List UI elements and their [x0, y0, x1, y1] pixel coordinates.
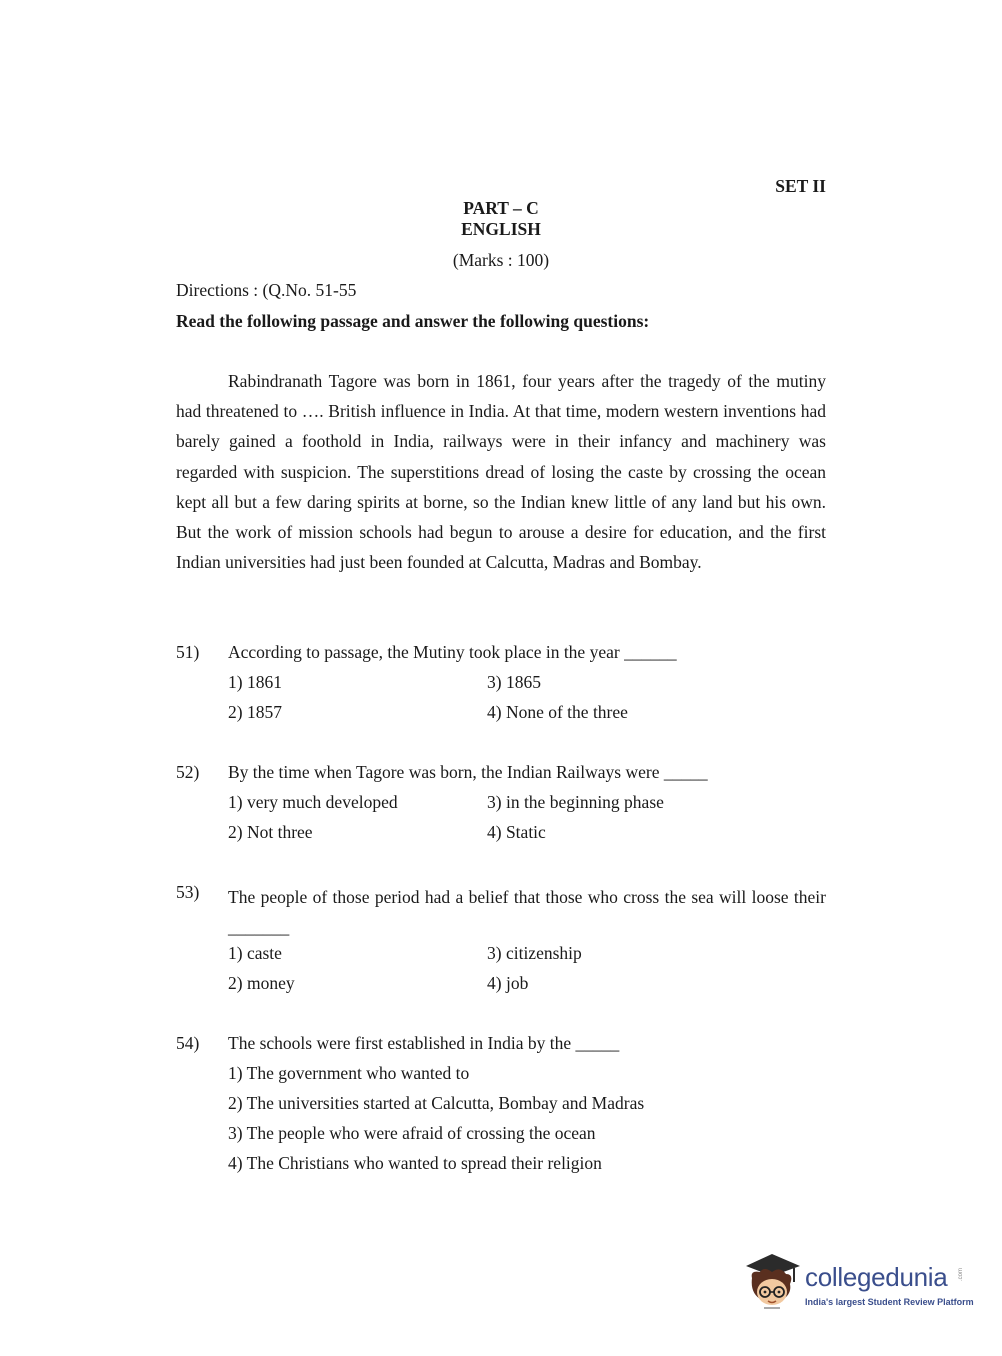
- option: 1) 1861: [228, 672, 282, 692]
- marks-label: (Marks : 100): [452, 250, 550, 270]
- option: 2) The universities started at Calcutta, Bombay and Madras: [228, 1093, 645, 1113]
- question-number: 52): [176, 762, 200, 782]
- set-label: SET II: [775, 176, 826, 196]
- option: 1) The government who wanted to: [228, 1063, 470, 1083]
- question-number: 53): [176, 882, 200, 902]
- option: 1) caste: [228, 943, 282, 963]
- option: 1) very much developed: [228, 792, 398, 812]
- option: 4) The Christians who wanted to spread their religion: [228, 1153, 602, 1173]
- subject-heading: ENGLISH: [461, 219, 541, 239]
- option: 4) job: [487, 973, 529, 993]
- question-text: By the time when Tagore was born, the Indian Railways were _____: [228, 762, 708, 782]
- directions: Directions : (Q.No. 51-55: [176, 280, 357, 300]
- question-number: 54): [176, 1033, 200, 1053]
- option: 4) None of the three: [487, 702, 628, 722]
- option: 4) Static: [487, 822, 546, 842]
- question-number: 51): [176, 642, 200, 662]
- question-text: The people of those period had a belief that those who cross the sea will loose their _______: [228, 887, 826, 938]
- option: 3) The people who were afraid of crossing the ocean: [228, 1123, 596, 1143]
- option: 2) 1857: [228, 702, 282, 722]
- brand-tagline: India's largest Student Review Platform: [805, 1297, 974, 1307]
- option: 3) in the beginning phase: [487, 792, 664, 812]
- question-text: According to passage, the Mutiny took place in the year ______: [228, 642, 677, 662]
- option: 3) citizenship: [487, 943, 582, 963]
- passage: Rabindranath Tagore was born in 1861, four years after the tragedy of the mutiny had threatened to …. British influence in India. At that time, modern western inventions had barely gained a foothold in India, railways were in their infancy and machinery was regarded with suspicion. The superstitions dread of losing the caste by crossing the ocean kept all but a few daring spirits at borne, so the Indian knew little of any land but his own. But the work of mission schools had begun to arouse a desire for education, and the first Indian universities had just been founded at Calcutta, Madras and Bombay.: [176, 371, 826, 573]
- brand-name: collegedunia: [805, 1262, 948, 1292]
- question-text: The schools were first established in India by the _____: [228, 1033, 620, 1053]
- part-heading: PART – C: [463, 198, 539, 218]
- brand-suffix: .com: [958, 1268, 964, 1282]
- mascot-logo-icon: [742, 1248, 804, 1320]
- option: 2) money: [228, 973, 295, 993]
- instruction: Read the following passage and answer the following questions:: [176, 311, 650, 331]
- option: 2) Not three: [228, 822, 313, 842]
- option: 3) 1865: [487, 672, 541, 692]
